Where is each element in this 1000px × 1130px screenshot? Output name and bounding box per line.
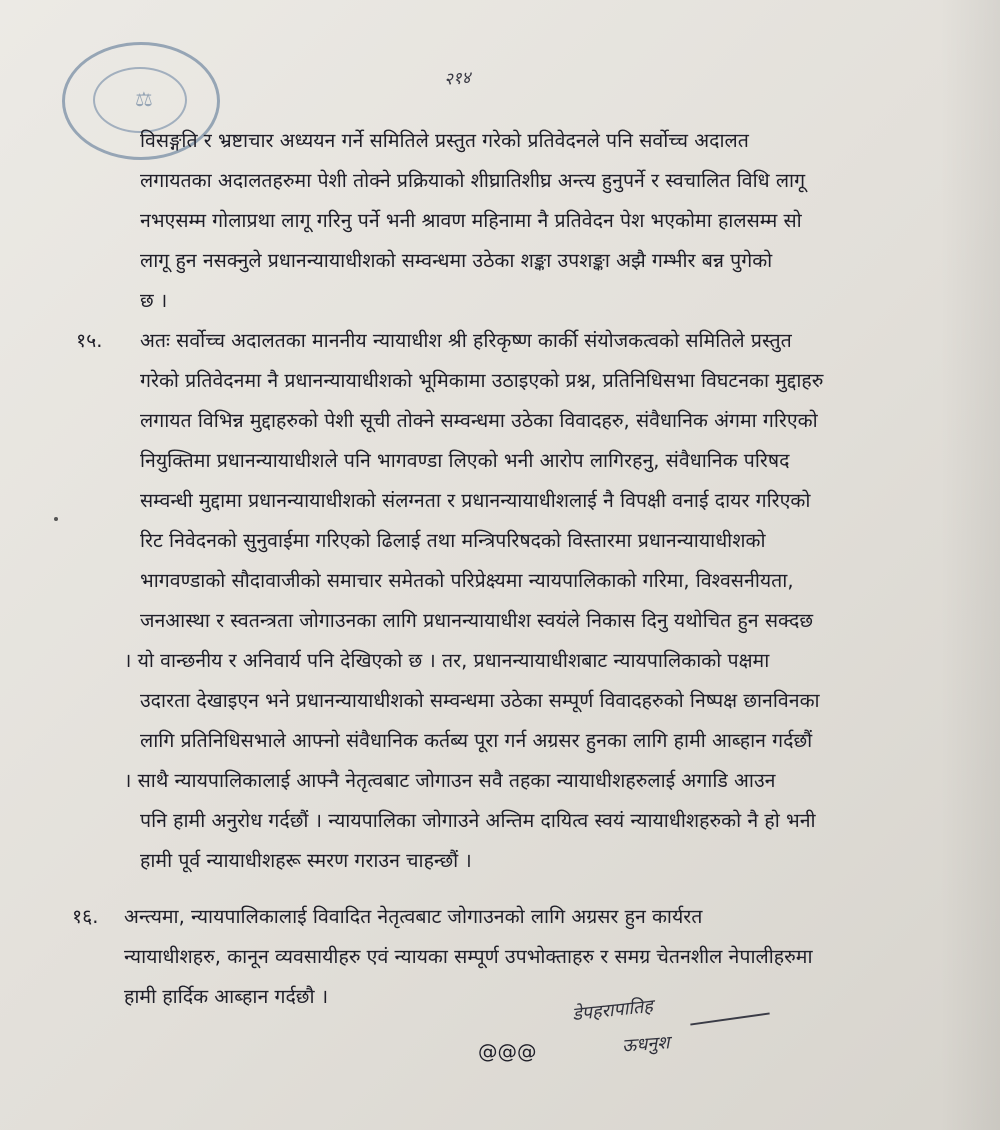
- paragraph-15-line: नियुक्तिमा प्रधानन्यायाधीशले पनि भागवण्डा लिएको भनी आरोप लागिरहनु, संवैधानिक परिषद: [140, 449, 790, 472]
- paragraph-continued-line: नभएसम्म गोलाप्रथा लागू गरिनु पर्ने भनी श्रावण महिनामा नै प्रतिवेदन पेश भएकोमा हालसम्म सो: [140, 209, 802, 232]
- paragraph-15-line: सम्वन्धी मुद्दामा प्रधानन्यायाधीशको संलग्नता र प्रधानन्यायाधीशलाई नै विपक्षी वनाई दायर गरिएको: [140, 489, 811, 512]
- paragraph-continued-line: लागू हुन नसक्नुले प्रधानन्यायाधीशको सम्वन्धमा उठेका शङ्का उपशङ्का अझै गम्भीर बन्न पुगेको: [140, 249, 773, 272]
- paragraph-15-line: भागवण्डाको सौदावाजीको समाचार समेतको परिप्रेक्ष्यमा न्यायपालिकाको गरिमा, विश्वसनीयता,: [140, 569, 794, 592]
- page-number: २१४: [443, 68, 472, 90]
- paragraph-15-line: रिट निवेदनको सुनुवाईमा गरिएको ढिलाई तथा मन्त्रिपरिषदको विस्तारमा प्रधानन्यायाधीशको: [140, 529, 766, 552]
- paragraph-15-line: लगायत विभिन्न मुद्दाहरुको पेशी सूची तोक्ने सम्वन्धमा उठेका विवादहरु, संवैधानिक अंगमा गरिएको: [140, 409, 818, 432]
- handwritten-signature-line2: ऊधनुश: [621, 1032, 671, 1057]
- paragraph-number: १५.: [76, 329, 103, 352]
- paper-speck: [54, 517, 58, 521]
- paragraph-16-line: हामी हार्दिक आब्हान गर्दछौ ।: [124, 985, 329, 1008]
- paragraph-15-line: । साथै न्यायपालिकालाई आफ्नै नेतृत्वबाट जोगाउन सवै तहका न्यायाधीशहरुलाई अगाडि आउन: [124, 769, 776, 792]
- paragraph-16-line: अन्त्यमा, न्यायपालिकालाई विवादित नेतृत्वबाट जोगाउनको लागि अग्रसर हुन कार्यरत: [124, 905, 703, 928]
- paragraph-15-line: गरेको प्रतिवेदनमा नै प्रधानन्यायाधीशको भूमिकामा उठाइएको प्रश्न, प्रतिनिधिसभा विघटनका मुद्दाहरु: [140, 369, 824, 392]
- paragraph-15-line: जनआस्था र स्वतन्त्रता जोगाउनका लागि प्रधानन्यायाधीश स्वयंले निकास दिनु यथोचित हुन सक्दछ: [140, 609, 814, 632]
- paragraph-15-line: हामी पूर्व न्यायाधीशहरू स्मरण गराउन चाहन्छौं ।: [140, 849, 472, 872]
- paragraph-continued-line: लगायतका अदालतहरुमा पेशी तोक्ने प्रक्रियाको शीघ्रातिशीघ्र अन्त्य हुनुपर्ने र स्वचालित विधि लागू: [140, 169, 806, 192]
- signature-stroke: [690, 1012, 769, 1025]
- scales-of-justice-icon: ⚖: [135, 87, 153, 111]
- paragraph-15-line: । यो वान्छनीय र अनिवार्य पनि देखिएको छ । तर, प्रधानन्यायाधीशबाट न्यायपालिकाको पक्षमा: [124, 649, 770, 672]
- paragraph-15-line: लागि प्रतिनिधिसभाले आफ्नो संवैधानिक कर्तब्य पूरा गर्न अग्रसर हुनका लागि हामी आब्हान गर्दछौं: [140, 729, 813, 752]
- paragraph-15-line: उदारता देखाइएन भने प्रधानन्यायाधीशको सम्वन्धमा उठेका सम्पूर्ण विवादहरुको निष्पक्ष छानविनका: [140, 689, 820, 712]
- seal-inner-ring: [93, 67, 187, 133]
- page-shadow: [940, 0, 1000, 1130]
- paragraph-continued-line: छ ।: [140, 289, 168, 312]
- paragraph-15-line: पनि हामी अनुरोध गर्दछौं । न्यायपालिका जोगाउने अन्तिम दायित्व स्वयं न्यायाधीशहरुको नै हो भनी: [140, 809, 816, 832]
- handwritten-signature-line1: डेपहरापातिह: [571, 995, 654, 1026]
- paragraph-number: १६.: [72, 905, 99, 928]
- paragraph-15-line: अतः सर्वोच्च अदालतका माननीय न्यायाधीश श्री हरिकृष्ण कार्की संयोजकत्वको समितिले प्रस्तुत: [140, 329, 792, 352]
- paragraph-continued-line: विसङ्गति र भ्रष्टाचार अध्ययन गर्ने समितिले प्रस्तुत गरेको प्रतिवेदनले पनि सर्वोच्च अदालत: [140, 129, 749, 152]
- paragraph-16-line: न्यायाधीशहरु, कानून व्यवसायीहरु एवं न्यायका सम्पूर्ण उपभोक्ताहरु र समग्र चेतनशील नेपालीहरुमा: [124, 945, 813, 968]
- closing-mark: @@@: [478, 1040, 537, 1063]
